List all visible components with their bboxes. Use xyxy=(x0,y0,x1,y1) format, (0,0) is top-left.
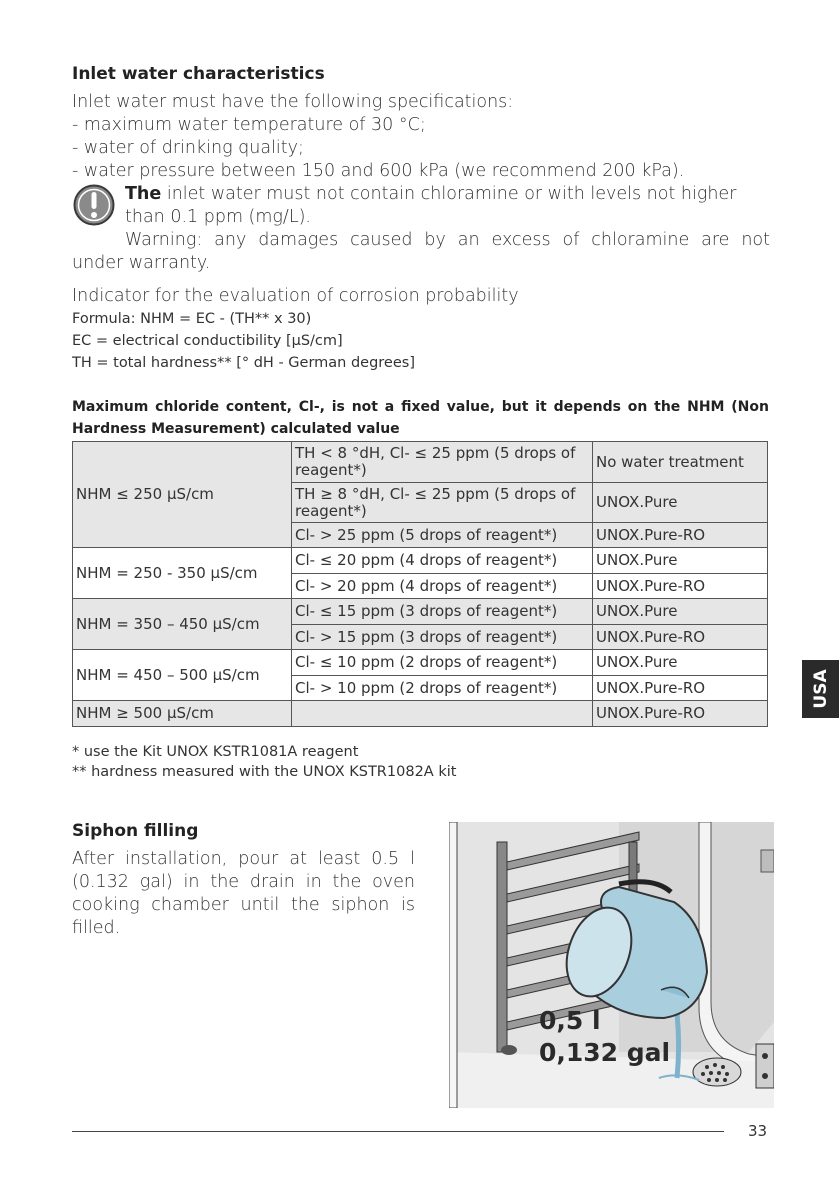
treatment-cell: UNOX.Pure-RO xyxy=(593,523,768,548)
indicator-ec: EC = electrical conductibility [µS/cm] xyxy=(72,333,343,349)
indicator-title: Indicator for the evaluation of corrosion probability xyxy=(72,286,519,306)
inlet-item-quality: - water of drinking quality; xyxy=(72,138,304,158)
warranty-warning-line2: under warranty. xyxy=(72,253,211,273)
chloramine-note-line2: than 0.1 ppm (mg/L). xyxy=(125,207,311,227)
condition-cell: Cl- > 10 ppm (2 drops of reagent*) xyxy=(292,676,593,701)
warning-exclamation-icon xyxy=(73,184,115,226)
nhm-cell: NHM = 350 – 450 µS/cm xyxy=(73,599,292,650)
chloramine-note-bold: The xyxy=(125,184,162,204)
footnote-reagent: * use the Kit UNOX KSTR1081A reagent xyxy=(72,744,359,760)
table-row xyxy=(73,548,768,574)
nhm-cell: NHM ≥ 500 µS/cm xyxy=(73,701,292,727)
table-row xyxy=(73,599,768,625)
condition-cell xyxy=(292,701,593,727)
region-tab xyxy=(802,660,839,718)
condition-cell: Cl- > 20 ppm (4 drops of reagent*) xyxy=(292,574,593,599)
footer-divider xyxy=(72,1131,724,1132)
inlet-item-pressure: - water pressure between 150 and 600 kPa (we recommend 200 kPa). xyxy=(72,161,685,181)
treatment-cell: UNOX.Pure-RO xyxy=(593,676,768,701)
chloride-heading-line1: Maximum chloride content, Cl-, is not a fixed value, but it depends on the NHM (Non xyxy=(72,399,769,415)
treatment-cell: UNOX.Pure-RO xyxy=(593,701,768,727)
condition-cell: Cl- > 15 ppm (3 drops of reagent*) xyxy=(292,625,593,650)
warranty-warning-line1: Warning: any damages caused by an excess of chloramine are not xyxy=(125,230,770,250)
condition-cell: Cl- ≤ 15 ppm (3 drops of reagent*) xyxy=(292,599,593,625)
inlet-item-temp: - maximum water temperature of 30 °C; xyxy=(72,115,426,135)
condition-cell: TH ≥ 8 °dH, Cl- ≤ 25 ppm (5 drops of reagent*) xyxy=(292,483,593,523)
indicator-formula: Formula: NHM = EC - (TH** x 30) xyxy=(72,311,312,327)
table-row xyxy=(73,650,768,676)
inlet-intro: Inlet water must have the following specifications: xyxy=(72,92,514,112)
volume-gallons-label: 0,132 gal xyxy=(539,1038,671,1067)
siphon-filling-illustration xyxy=(449,822,774,1108)
table-row xyxy=(73,701,768,727)
siphon-text-line4: filled. xyxy=(72,918,121,938)
treatment-cell: UNOX.Pure-RO xyxy=(593,625,768,650)
page-number: 33 xyxy=(748,1122,768,1140)
footnote-hardness: ** hardness measured with the UNOX KSTR1082A kit xyxy=(72,764,457,780)
table-row xyxy=(73,442,768,483)
treatment-cell: UNOX.Pure xyxy=(593,599,768,625)
treatment-cell: UNOX.Pure xyxy=(593,650,768,676)
chloride-table xyxy=(72,441,768,727)
siphon-heading: Siphon filling xyxy=(72,821,199,841)
treatment-cell: UNOX.Pure xyxy=(593,483,768,523)
siphon-text-line2: (0.132 gal) in the drain in the oven xyxy=(72,872,415,892)
inlet-heading: Inlet water characteristics xyxy=(72,64,325,84)
siphon-text-line3: cooking chamber until the siphon is xyxy=(72,895,415,915)
chloride-heading-line2: Hardness Measurement) calculated value xyxy=(72,421,400,437)
chloramine-note-line1 xyxy=(125,183,736,206)
condition-cell: Cl- > 25 ppm (5 drops of reagent*) xyxy=(292,523,593,548)
treatment-cell: UNOX.Pure xyxy=(593,548,768,574)
condition-cell: TH < 8 °dH, Cl- ≤ 25 ppm (5 drops of reagent*) xyxy=(292,442,593,483)
nhm-cell: NHM = 450 – 500 µS/cm xyxy=(73,650,292,701)
volume-liters-label: 0,5 l xyxy=(539,1006,601,1035)
condition-cell: Cl- ≤ 10 ppm (2 drops of reagent*) xyxy=(292,650,593,676)
condition-cell: Cl- ≤ 20 ppm (4 drops of reagent*) xyxy=(292,548,593,574)
treatment-cell: No water treatment xyxy=(593,442,768,483)
nhm-cell: NHM = 250 - 350 µS/cm xyxy=(73,548,292,599)
siphon-text-line1: After installation, pour at least 0.5 l xyxy=(72,849,415,869)
treatment-cell: UNOX.Pure-RO xyxy=(593,574,768,599)
region-tab-label: USA xyxy=(810,669,831,709)
indicator-th: TH = total hardness** [° dH - German degrees] xyxy=(72,355,415,371)
nhm-cell: NHM ≤ 250 µS/cm xyxy=(73,442,292,548)
chloramine-note-text: inlet water must not contain chloramine or with levels not higher xyxy=(161,184,737,204)
